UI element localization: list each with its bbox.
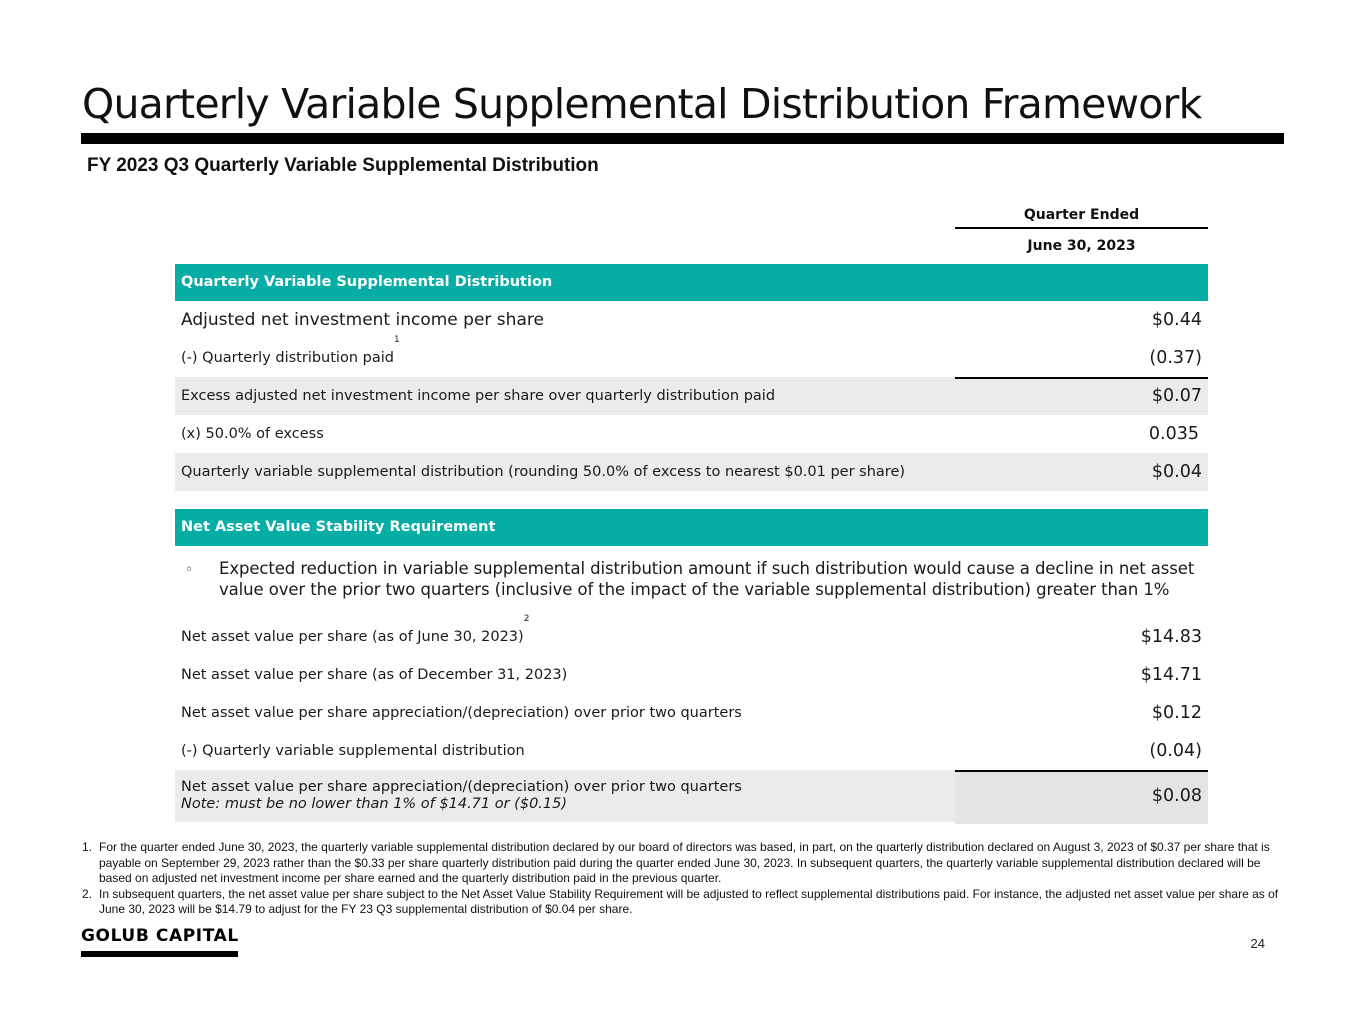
- page-number: 24: [1250, 936, 1265, 951]
- logo-text: GOLUB CAPITAL: [81, 926, 239, 946]
- footnote-text: In subsequent quarters, the net asset value per share subject to the Net Asset Value Stability Requirement will be adjusted to reflect supplemental distributions paid. For instance, the adjusted net asset value per share as of June 30, 2023 will be $14.79 to adjust for the FY 23 Q3 supplemental distribution of $0.04 per share.: [99, 886, 1279, 916]
- table-row: [175, 335, 1208, 377]
- row-value: $0.44: [1151, 310, 1202, 330]
- column-header-quarter-ended: Quarter Ended: [955, 205, 1208, 229]
- requirement-bullet: [175, 556, 1208, 608]
- row-label-text: (-) Quarterly distribution paid: [181, 350, 394, 366]
- table-row: [175, 732, 1208, 770]
- row-label: Quarterly variable supplemental distribution (rounding 50.0% of excess to nearest $0.01 per share): [181, 464, 906, 480]
- company-logo: [81, 926, 238, 957]
- table-row: [175, 656, 1208, 694]
- table-row: [175, 415, 1208, 453]
- table-row: [175, 301, 1208, 339]
- row-value: 0.035: [1148, 424, 1199, 444]
- table-row: [175, 453, 1208, 491]
- logo-underline: [81, 951, 238, 957]
- bullet-icon: ◦: [185, 562, 194, 578]
- table-row: [175, 377, 1208, 415]
- nav-stability-table: [175, 509, 1208, 546]
- row-value: $0.12: [1151, 703, 1202, 723]
- row-value: $14.71: [1140, 665, 1202, 685]
- row-label: (x) 50.0% of excess: [181, 426, 324, 442]
- column-header-date: June 30, 2023: [1027, 238, 1136, 254]
- subtitle: FY 2023 Q3 Quarterly Variable Supplemental Distribution: [87, 155, 599, 176]
- footnote-number: 2.: [82, 886, 93, 901]
- row-value: $14.83: [1140, 627, 1202, 647]
- table-row: [175, 614, 1208, 656]
- row-label: Excess adjusted net investment income per share over quarterly distribution paid: [181, 388, 776, 404]
- row-value: (0.37): [1149, 348, 1202, 368]
- row-label: [181, 779, 742, 813]
- row-label: [181, 614, 530, 656]
- row-label: Net asset value per share (as of December 31, 2023): [181, 667, 568, 683]
- footnote-ref: 1: [393, 335, 400, 345]
- nav-rows: [175, 614, 1208, 822]
- row-label-text: Net asset value per share (as of June 30, 2023): [181, 629, 524, 645]
- footnote-ref: 2: [523, 614, 530, 624]
- section-heading-distribution: Quarterly Variable Supplemental Distribution: [175, 264, 1208, 301]
- row-value: $0.08: [1151, 786, 1202, 806]
- row-value: $0.04: [1151, 462, 1202, 482]
- footnote: [82, 840, 1282, 887]
- table-row: [175, 694, 1208, 732]
- row-note: Note: must be no lower than 1% of $14.71 or ($0.15): [181, 796, 568, 812]
- row-label: Net asset value per share appreciation/(depreciation) over prior two quarters: [181, 705, 742, 721]
- row-value: $0.07: [1151, 386, 1202, 406]
- footnotes: [82, 840, 1282, 918]
- row-label-text: Net asset value per share appreciation/(depreciation) over prior two quarters: [181, 779, 742, 795]
- bullet-text: Expected reduction in variable supplemental distribution amount if such distribution would cause a decline in net asset value over the prior two quarters (inclusive of the impact of the variable supplemental distribution) greater than 1%: [219, 559, 1195, 599]
- footnote-text: For the quarter ended June 30, 2023, the quarterly variable supplemental distribution declared by our board of directors was based, in part, on the quarterly distribution declared on August 3, 2023 of $0.37 per share that is payable on September 29, 2023 rather than the $0.33 per share quarterly distribution paid during the quarter ended June 30, 2023. In subsequent quarters, the quarterly variable supplemental distribution declared will be based on adjusted net investment income per share earned and the quarterly distribution paid in the previous quarter.: [99, 840, 1270, 885]
- footnote: [82, 887, 1282, 918]
- table-row-final: [175, 770, 1208, 822]
- section-heading-nav-stability: Net Asset Value Stability Requirement: [175, 509, 1208, 546]
- row-label: [181, 335, 400, 377]
- row-label: Adjusted net investment income per share: [181, 310, 544, 330]
- title-rule: [81, 133, 1284, 144]
- footnote-number: 1.: [82, 840, 93, 854]
- row-value: (0.04): [1149, 741, 1202, 761]
- row-label: (-) Quarterly variable supplemental distribution: [181, 743, 525, 759]
- page-title: Quarterly Variable Supplemental Distribution Framework: [82, 80, 1202, 128]
- distribution-table: [175, 264, 1208, 491]
